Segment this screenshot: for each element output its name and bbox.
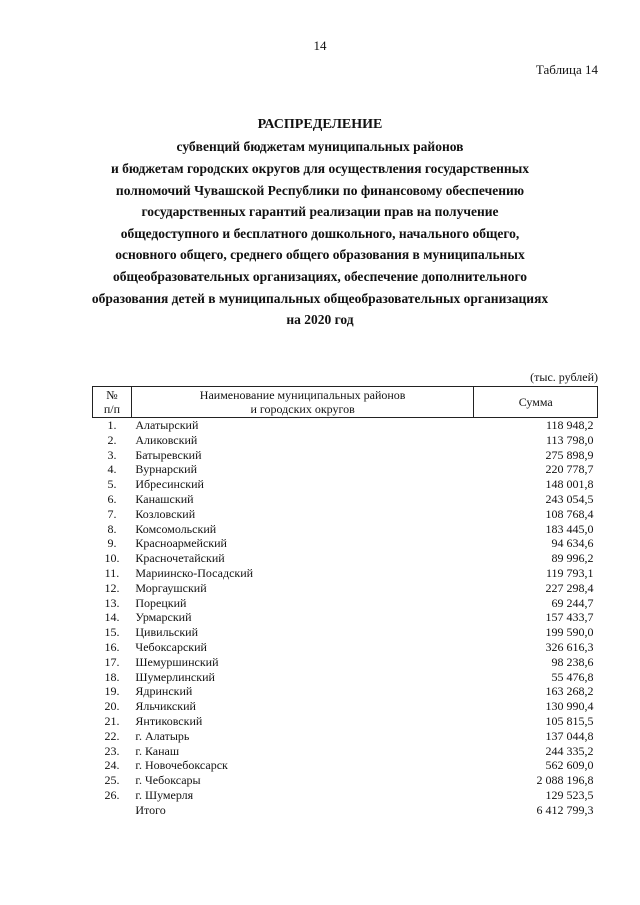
row-sum: 130 990,4 — [545, 699, 594, 714]
title-line: образования детей в муниципальных общеобразовательных организациях — [91, 290, 549, 306]
row-number: 3. — [107, 447, 117, 462]
row-number: 21. — [104, 713, 120, 728]
row-name: Красноармейский — [135, 536, 227, 551]
row-sum: 118 948,2 — [545, 418, 594, 432]
table-row — [93, 640, 598, 655]
table-row — [93, 758, 598, 773]
document-title — [70, 114, 570, 331]
row-number: 12. — [104, 580, 120, 595]
table-row — [93, 551, 598, 566]
row-name: Алатырский — [135, 418, 199, 432]
table-row — [93, 581, 598, 596]
row-name: Вурнарский — [135, 462, 197, 477]
table-row — [93, 670, 598, 685]
table-row — [93, 522, 598, 537]
title-line: общеобразовательных организациях, обеспечение дополнительного — [112, 268, 527, 284]
table-header — [93, 387, 598, 418]
table-row — [93, 714, 598, 729]
row-sum: 98 238,6 — [551, 654, 594, 669]
row-number: 23. — [104, 743, 120, 758]
header-number-abbr: п/п — [103, 402, 121, 416]
row-sum: 562 609,0 — [545, 758, 594, 773]
row-sum: 119 793,1 — [545, 565, 594, 580]
row-number: 13. — [104, 595, 120, 610]
row-sum: 326 616,3 — [545, 639, 594, 654]
row-name: Яльчикский — [135, 699, 196, 714]
table-row — [93, 699, 598, 714]
row-number: 8. — [107, 521, 117, 536]
row-number: 24. — [104, 758, 120, 773]
row-name: Моргаушский — [135, 580, 207, 595]
table-row — [93, 625, 598, 640]
row-name: Канашский — [135, 491, 194, 506]
row-name: Урмарский — [135, 610, 192, 625]
table-row — [93, 433, 598, 448]
row-number: 14. — [104, 610, 120, 625]
title-line: общедоступного и бесплатного дошкольного, начального общего, — [120, 225, 520, 241]
row-name: г. Канаш — [135, 743, 180, 758]
row-sum: 220 778,7 — [545, 462, 594, 477]
table-row — [93, 729, 598, 744]
row-name: г. Новочебоксарск — [135, 758, 228, 773]
row-number: 10. — [104, 551, 120, 566]
row-sum: 148 001,8 — [545, 477, 594, 492]
header-number — [93, 387, 132, 418]
row-name: Ибресинский — [135, 477, 204, 492]
table-row — [93, 596, 598, 611]
table-row — [93, 744, 598, 759]
table-row — [93, 566, 598, 581]
row-number: 22. — [104, 728, 120, 743]
row-sum: 105 815,5 — [545, 713, 594, 728]
row-number: 5. — [107, 477, 117, 492]
row-number: 17. — [104, 654, 120, 669]
row-sum: 183 445,0 — [545, 521, 594, 536]
table-row — [93, 536, 598, 551]
header-number-symbol: № — [106, 388, 118, 402]
row-number: 19. — [104, 684, 120, 699]
header-name-line2: и городских округов — [250, 402, 355, 416]
row-name: Аликовский — [135, 432, 198, 447]
row-name: г. Чебоксары — [135, 773, 201, 788]
row-name: Шемуршинский — [135, 654, 219, 669]
total-sum: 6 412 799,3 — [536, 802, 594, 817]
row-sum: 113 798,0 — [545, 432, 594, 447]
row-sum: 108 768,4 — [545, 506, 594, 521]
row-sum: 137 044,8 — [545, 728, 594, 743]
table-row — [93, 418, 598, 433]
row-sum: 157 433,7 — [545, 610, 594, 625]
row-number: 6. — [107, 491, 117, 506]
row-name: Батыревский — [135, 447, 202, 462]
header-name — [131, 387, 474, 418]
title-line: субвенций бюджетам муниципальных районов — [176, 139, 464, 155]
row-sum: 244 335,2 — [545, 743, 594, 758]
row-sum: 69 244,7 — [551, 595, 594, 610]
row-number: 9. — [107, 536, 117, 551]
table-row — [93, 462, 598, 477]
row-name: г. Алатырь — [135, 728, 190, 743]
table-label: Таблица 14 — [535, 62, 598, 77]
row-sum: 89 996,2 — [551, 551, 594, 566]
page-number: 14 — [313, 38, 327, 53]
row-number: 26. — [104, 787, 120, 802]
row-name: Янтиковский — [135, 713, 203, 728]
row-name: г. Шумерля — [135, 787, 194, 802]
header-sum: Сумма — [474, 387, 598, 418]
header-name-line1: Наименование муниципальных районов — [199, 388, 406, 402]
table-row — [93, 448, 598, 463]
title-line: полномочий Чувашской Республики по финансовому обеспечению — [115, 182, 525, 198]
title-line: основного общего, среднего общего образования в муниципальных — [115, 247, 525, 263]
row-sum: 163 268,2 — [545, 684, 594, 699]
row-sum: 243 054,5 — [545, 491, 594, 506]
row-sum: 129 523,5 — [545, 787, 594, 802]
table-row — [93, 477, 598, 492]
row-number: 4. — [107, 462, 117, 477]
row-sum: 275 898,9 — [545, 447, 594, 462]
row-sum: 2 088 196,8 — [536, 773, 594, 788]
total-row — [93, 803, 598, 818]
units-note: (тыс. рублей) — [530, 370, 598, 384]
row-number: 15. — [104, 625, 120, 640]
row-number: 11. — [104, 565, 120, 580]
row-number: 20. — [104, 699, 120, 714]
table-row — [93, 492, 598, 507]
table-row — [93, 610, 598, 625]
table-row — [93, 684, 598, 699]
total-label: Итого — [135, 802, 166, 817]
row-sum: 94 634,6 — [551, 536, 594, 551]
row-sum: 55 476,8 — [551, 669, 594, 684]
row-sum: 227 298,4 — [545, 580, 594, 595]
row-name: Чебоксарский — [135, 639, 207, 654]
row-number: 2. — [107, 432, 117, 447]
row-name: Порецкий — [135, 595, 187, 610]
row-name: Козловский — [135, 506, 196, 521]
table-body — [93, 418, 598, 818]
row-number: 7. — [107, 506, 117, 521]
title-line: государственных гарантий реализации прав на получение — [141, 204, 499, 220]
title-heading: РАСПРЕДЕЛЕНИЕ — [257, 117, 383, 132]
row-name: Ядринский — [135, 684, 193, 699]
title-line: и бюджетам городских округов для осуществления государственных — [111, 160, 529, 176]
row-name: Комсомольский — [135, 521, 217, 536]
row-number: 1. — [107, 418, 117, 432]
table-row — [93, 507, 598, 522]
distribution-table — [92, 386, 598, 818]
row-number: 16. — [104, 639, 120, 654]
table-row — [93, 773, 598, 788]
row-name: Красночетайский — [135, 551, 225, 566]
total-number-cell — [93, 803, 132, 818]
table-row — [93, 655, 598, 670]
row-name: Шумерлинский — [135, 669, 215, 684]
row-number: 18. — [104, 669, 120, 684]
row-sum: 199 590,0 — [545, 625, 594, 640]
row-name: Мариинско-Посадский — [135, 565, 254, 580]
row-name: Цивильский — [135, 625, 199, 640]
row-number: 25. — [104, 773, 120, 788]
title-line: на 2020 год — [286, 312, 354, 328]
table-row — [93, 788, 598, 803]
